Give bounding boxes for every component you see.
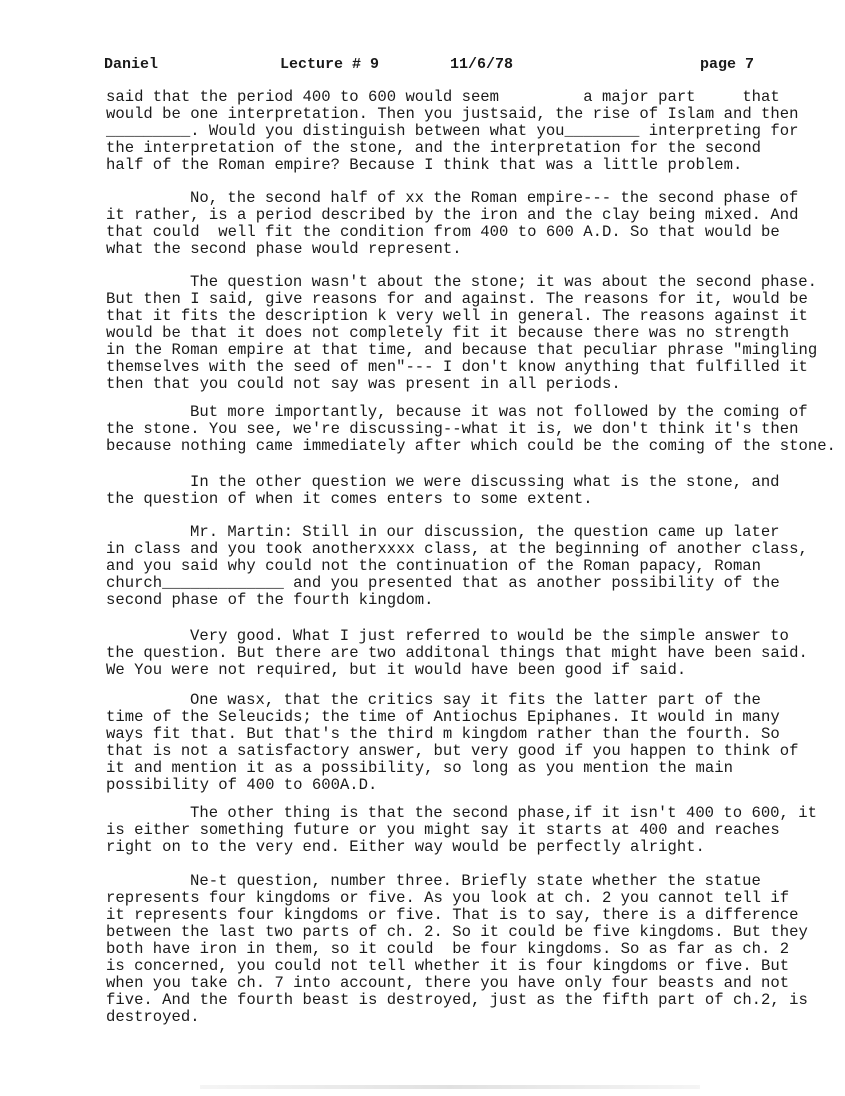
text-line: the question. But there are two additonal things that might have been said. [106,644,808,662]
paragraph [106,873,806,1026]
text-line: what the second phase would represent. [106,240,462,258]
text-line: said that the period 400 to 600 would seem a major part that [106,88,780,106]
text-line: and you said why could not the continuation of the Roman papacy, Roman [106,557,762,575]
text-line: because nothing came immediately after which could be the coming of the stone. [106,437,836,455]
text-line: it represents four kingdoms or five. That is to say, there is a difference [106,906,799,924]
paragraph [106,804,817,856]
text-line: ways fit that. But that's the third m kingdom rather than the fourth. So [106,725,780,743]
paragraph [106,190,806,258]
text-line: when you take ch. 7 into account, there you have only four beasts and not [106,974,790,992]
header-date: 11/6/78 [450,56,514,73]
text-line: between the last two parts of ch. 2. So it could be five kingdoms. But they [106,923,808,941]
paragraph [106,524,806,609]
text-line: the interpretation of the stone, and the interpretation for the second [106,139,762,157]
paragraph [106,628,806,679]
text-line: the stone. You see, we're discussing--what it is, we don't think it's then [106,420,799,438]
paragraph [106,474,806,508]
text-line: destroyed. [106,1008,200,1026]
text-line: time of the Seleucids; the time of Antiochus Epiphanes. It would in many [106,708,780,726]
text-line: One wasx, that the critics say it fits the latter part of the [190,691,761,709]
text-line: is either something future or you might say it starts at 400 and reaches [106,821,780,839]
text-line: both have iron in them, so it could be four kingdoms. So as far as ch. 2 [106,940,790,958]
text-line: that could well fit the condition from 400 to 600 A.D. So that would be [106,223,780,241]
header-page-number: page 7 [700,56,755,73]
text-line: represents four kingdoms or five. As you look at ch. 2 you cannot tell if [106,889,790,907]
text-line: in class and you took anotherxxxx class, at the beginning of another class, [106,540,808,558]
text-line: right on to the very end. Either way would be perfectly alright. [106,838,705,856]
text-line: would be that it does not completely fit it because there was no strength [106,324,790,342]
text-line: But then I said, give reasons for and against. The reasons for it, would be [106,290,808,308]
text-line: Very good. What I just referred to would be the simple answer to [190,627,789,645]
text-line: Ne-t question, number three. Briefly state whether the statue [190,872,761,890]
text-line: possibility of 400 to 600A.D. [106,776,378,794]
text-line: half of the Roman empire? Because I think that was a little problem. [106,156,743,174]
text-line: Mr. Martin: Still in our discussion, the question came up later [190,523,780,541]
text-line: it and mention it as a possibility, so long as you mention the main [106,759,733,777]
text-line: church_____________ and you presented that as another possibility of the [106,574,780,592]
paragraph [106,89,806,174]
text-line: is concerned, you could not tell whether it is four kingdoms or five. But [106,957,790,975]
text-line: second phase of the fourth kingdom. [106,591,434,609]
text-line: it rather, is a period described by the iron and the clay being mixed. And [106,206,799,224]
header-lecture: Lecture # 9 [280,56,380,73]
text-line: themselves with the seed of men"--- I don't know anything that fulfilled it [106,358,808,376]
text-line: _________. Would you distinguish between what you________ interpreting for [106,122,799,140]
paragraph [106,403,836,455]
scan-artifact [200,1085,700,1089]
header-book: Daniel [104,56,159,73]
paragraph [106,273,818,393]
text-line: But more importantly, because it was not followed by the coming of [190,403,808,421]
text-line: in the Roman empire at that time, and because that peculiar phrase "mingling [106,341,818,359]
text-line: In the other question we were discussing what is the stone, and [190,473,780,491]
text-line: No, the second half of xx the Roman empire--- the second phase of [190,189,799,207]
text-line: The question wasn't about the stone; it was about the second phase. [190,273,817,291]
text-line: would be one interpretation. Then you justsaid, the rise of Islam and then [106,105,799,123]
text-line: The other thing is that the second phase,if it isn't 400 to 600, it [190,804,817,822]
text-line: that is not a satisfactory answer, but very good if you happen to think of [106,742,799,760]
text-line: the question of when it comes enters to some extent. [106,490,593,508]
text-line: five. And the fourth beast is destroyed, just as the fifth part of ch.2, is [106,991,808,1009]
text-line: that it fits the description k very well in general. The reasons against it [106,307,808,325]
paragraph [106,692,806,794]
text-line: then that you could not say was present in all periods. [106,375,621,393]
text-line: We You were not required, but it would have been good if said. [106,661,687,679]
